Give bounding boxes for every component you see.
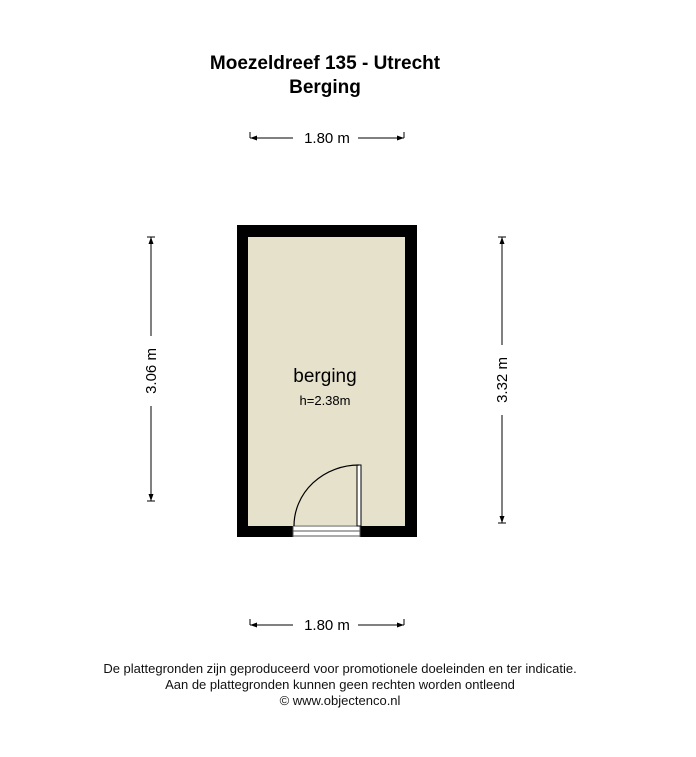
disclaimer-line-1: De plattegronden zijn geproduceerd voor promotionele doeleinden en ter indicatie.: [103, 661, 577, 676]
floorplan-subtitle: Berging: [289, 77, 361, 98]
copyright-line: © www.objectenco.nl: [279, 693, 401, 708]
bottom-width-label: 1.80 m: [304, 617, 350, 634]
top-width-dimension: [250, 130, 404, 147]
room-berging: [237, 225, 417, 538]
right-depth-label: 3.32 m: [494, 357, 511, 403]
left-depth-dimension: [143, 237, 160, 501]
right-depth-dimension: [494, 237, 511, 523]
left-depth-label: 3.06 m: [143, 348, 160, 394]
room-name: berging: [293, 366, 357, 387]
disclaimer-line-2: Aan de plattegronden kunnen geen rechten worden ontleend: [165, 677, 515, 692]
bottom-width-dimension: [250, 617, 404, 634]
top-width-label: 1.80 m: [304, 130, 350, 147]
floorplan-title: Moezeldreef 135 - Utrecht: [209, 53, 441, 74]
room-height: h=2.38m: [299, 393, 351, 408]
